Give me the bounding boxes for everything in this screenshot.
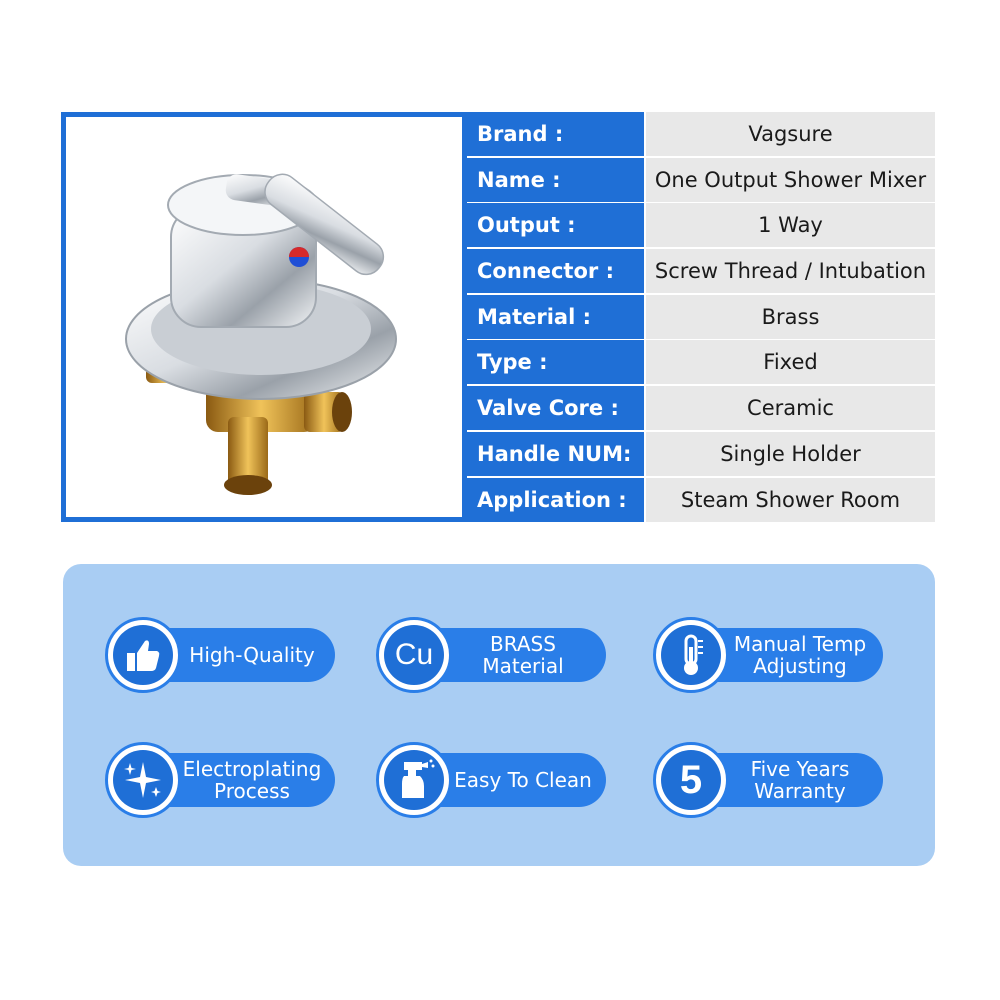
thermometer-icon	[671, 633, 711, 677]
spec-row-material	[467, 295, 935, 339]
spec-label: Type :	[467, 340, 644, 384]
feature-easy-to-clean	[376, 742, 616, 818]
spec-value: Brass	[646, 295, 935, 339]
feature-label: Easy To Clean	[454, 768, 592, 792]
spec-label: Material :	[467, 295, 644, 339]
feature-label: Adjusting	[753, 654, 847, 678]
copper-icon: Cu	[384, 625, 444, 685]
spec-value: One Output Shower Mixer	[646, 158, 935, 202]
feature-electroplating	[105, 742, 345, 818]
spec-row-application	[467, 478, 935, 522]
spec-row-output	[467, 203, 935, 247]
feature-label: Material	[482, 654, 564, 678]
spec-row-valve-core	[467, 386, 935, 430]
spec-label: Connector :	[467, 249, 644, 293]
five-icon: 5	[661, 750, 721, 810]
feature-label: High-Quality	[189, 643, 315, 667]
spec-value: 1 Way	[646, 203, 935, 247]
feature-label: Manual Temp	[733, 632, 867, 656]
feature-label: Process	[214, 779, 290, 803]
features-panel	[63, 564, 935, 866]
spec-value: Fixed	[646, 340, 935, 384]
feature-badge	[105, 742, 181, 818]
feature-manual-temp	[653, 617, 893, 693]
feature-label: Five Years	[750, 757, 850, 781]
spec-label: Application :	[467, 478, 644, 522]
feature-warranty	[653, 742, 893, 818]
spec-value: Ceramic	[646, 386, 935, 430]
spec-row-connector	[467, 249, 935, 293]
spec-row-name	[467, 158, 935, 202]
spec-label: Output :	[467, 203, 644, 247]
feature-label: BRASS	[490, 632, 556, 656]
spec-label: Brand :	[467, 112, 644, 156]
feature-badge	[376, 617, 452, 693]
spec-label: Name :	[467, 158, 644, 202]
feature-label: Electroplating	[182, 757, 322, 781]
spec-label: Valve Core :	[467, 386, 644, 430]
spec-row-type	[467, 340, 935, 384]
product-image	[61, 112, 467, 522]
feature-badge	[653, 617, 729, 693]
feature-badge	[376, 742, 452, 818]
sparkle-icon	[121, 758, 165, 802]
feature-badge	[653, 742, 729, 818]
spec-label: Handle NUM:	[467, 432, 644, 476]
feature-badge	[105, 617, 181, 693]
feature-high-quality	[105, 617, 345, 693]
feature-label: Warranty	[754, 779, 846, 803]
spec-value: Screw Thread / Intubation	[646, 249, 935, 293]
spec-table	[467, 112, 935, 523]
thumbs-up-icon	[123, 635, 163, 675]
spec-row-handle-num	[467, 432, 935, 476]
shower-mixer-illustration	[66, 117, 462, 517]
spec-row-brand	[467, 112, 935, 156]
spec-value: Vagsure	[646, 112, 935, 156]
spec-value: Single Holder	[646, 432, 935, 476]
feature-brass-material	[376, 617, 616, 693]
spec-value: Steam Shower Room	[646, 478, 935, 522]
spray-bottle-icon	[392, 758, 436, 802]
